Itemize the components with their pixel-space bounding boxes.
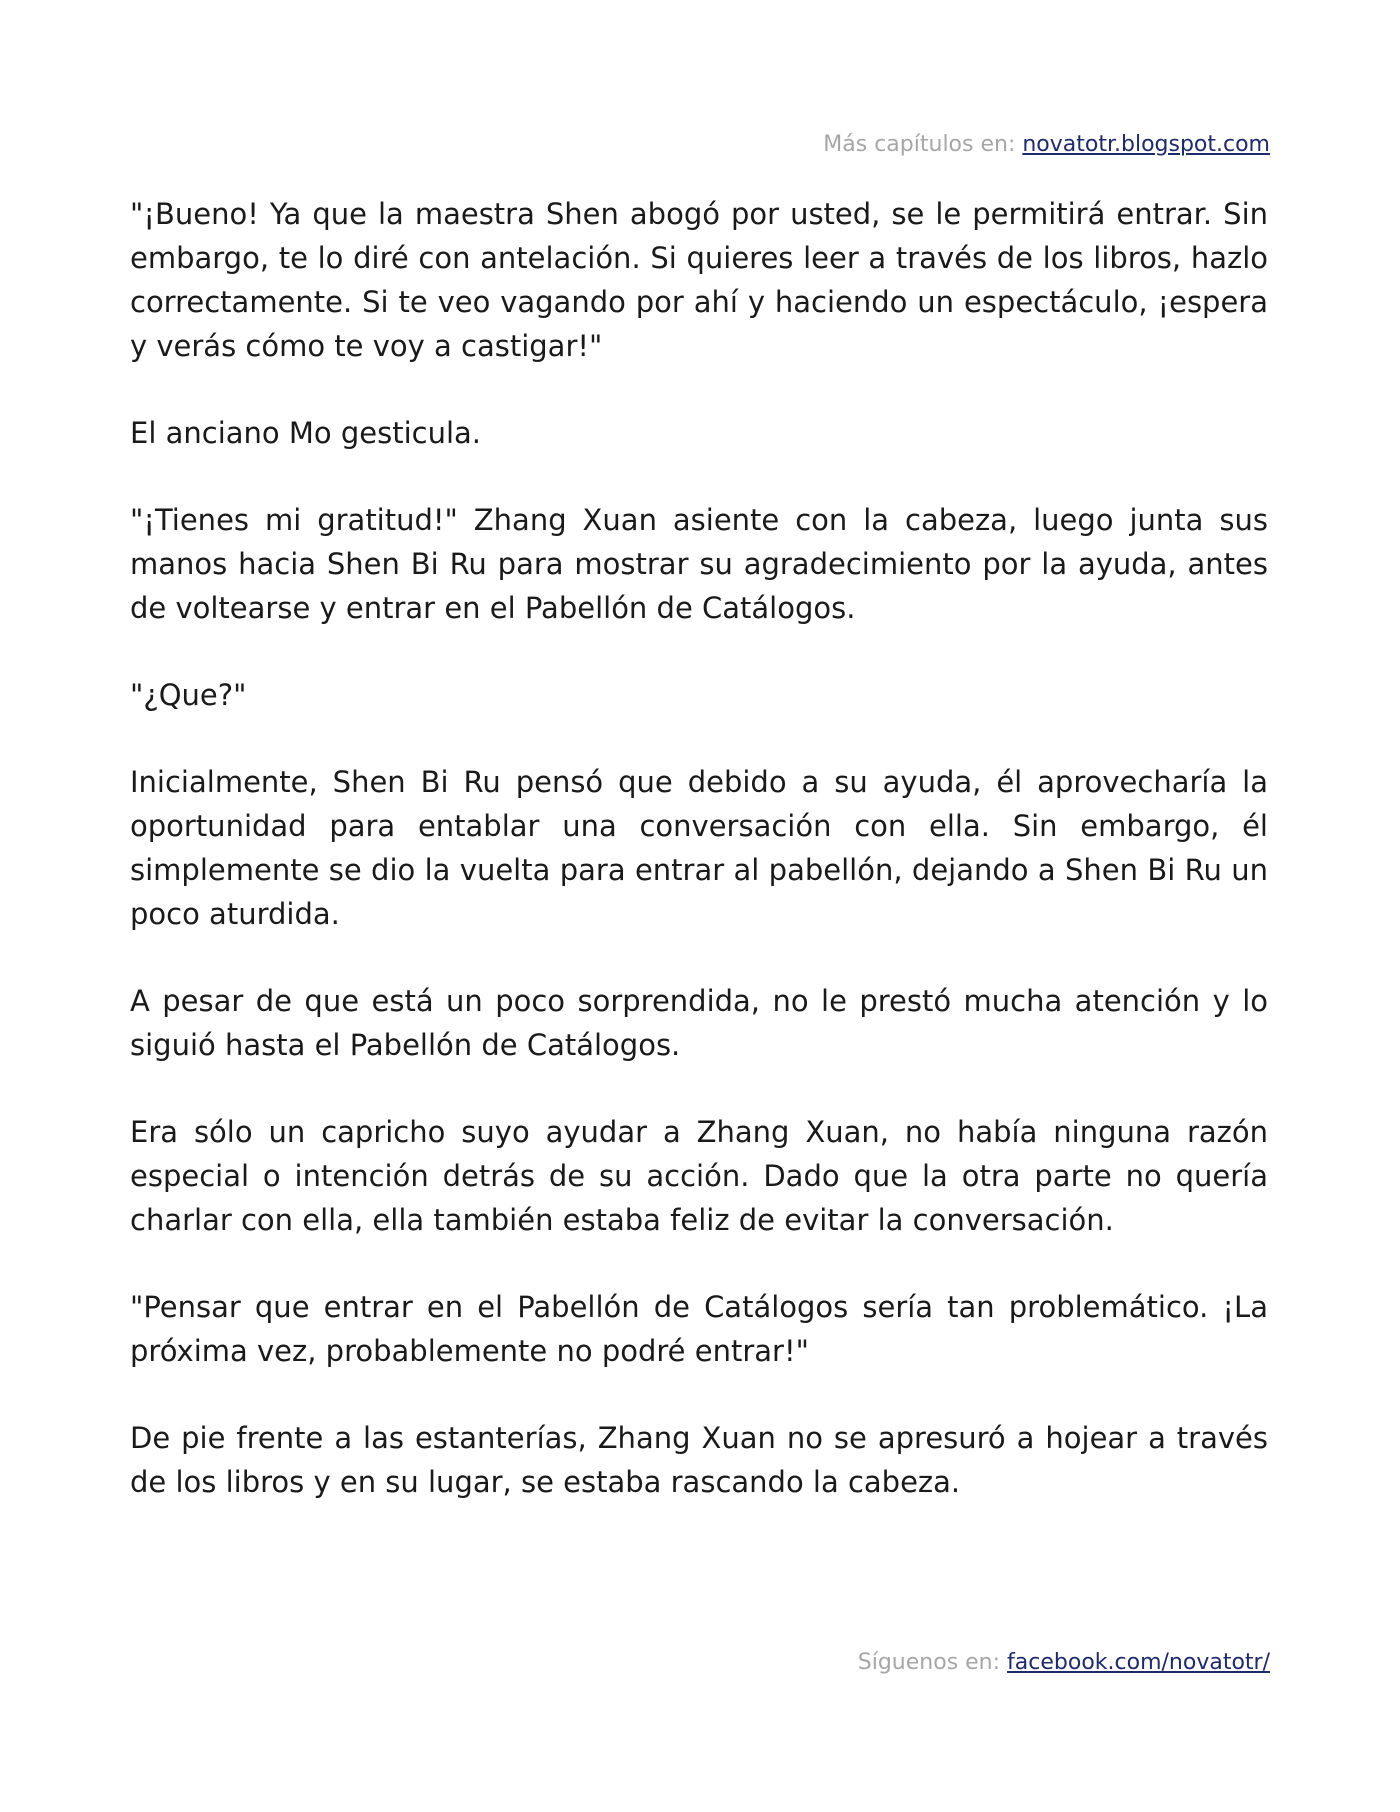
chapter-body — [130, 192, 1268, 1547]
blog-link[interactable]: novatotr.blogspot.com — [1022, 132, 1270, 157]
paragraph: A pesar de que está un poco sorprendida, no le prestó mucha atención y lo siguió hasta el Pabellón de Catálogos. — [130, 984, 1268, 1062]
paragraph: Inicialmente, Shen Bi Ru pensó que debido a su ayuda, él aprovecharía la oportunidad para entablar una conversación con ella. Sin embargo, él simplemente se dio la vuelta para entrar al pabellón, dejando a Shen Bi Ru un poco aturdida. — [130, 765, 1268, 931]
facebook-link[interactable]: facebook.com/novatotr/ — [1007, 1650, 1270, 1675]
header-prefix: Más capítulos en: — [823, 132, 1016, 157]
paragraph: "¡Tienes mi gratitud!" Zhang Xuan asiente con la cabeza, luego junta sus manos hacia Shen Bi Ru para mostrar su agradecimiento por la ayuda, antes de voltearse y entrar en el Pabellón de Catálogos. — [130, 503, 1268, 625]
paragraph: "Pensar que entrar en el Pabellón de Catálogos sería tan problemático. ¡La próxima vez, probablemente no podré entrar!" — [130, 1290, 1268, 1368]
paragraph: El anciano Mo gesticula. — [130, 416, 482, 450]
paragraph: De pie frente a las estanterías, Zhang Xuan no se apresuró a hojear a través de los libros y en su lugar, se estaba rascando la cabeza. — [130, 1421, 1268, 1499]
page-header — [823, 130, 1270, 160]
page-footer — [858, 1648, 1270, 1678]
footer-prefix: Síguenos en: — [857, 1650, 1001, 1675]
paragraph: "¿Que?" — [130, 678, 247, 712]
paragraph: "¡Bueno! Ya que la maestra Shen abogó por usted, se le permitirá entrar. Sin embargo, te lo diré con antelación. Si quieres leer a través de los libros, hazlo correctamente. Si te veo vagando por ahí y haciendo un espectáculo, ¡espera y verás cómo te voy a castigar!" — [130, 197, 1268, 363]
paragraph: Era sólo un capricho suyo ayudar a Zhang Xuan, no había ninguna razón especial o intención detrás de su acción. Dado que la otra parte no quería charlar con ella, ella también estaba feliz de evitar la conversación. — [130, 1115, 1268, 1237]
